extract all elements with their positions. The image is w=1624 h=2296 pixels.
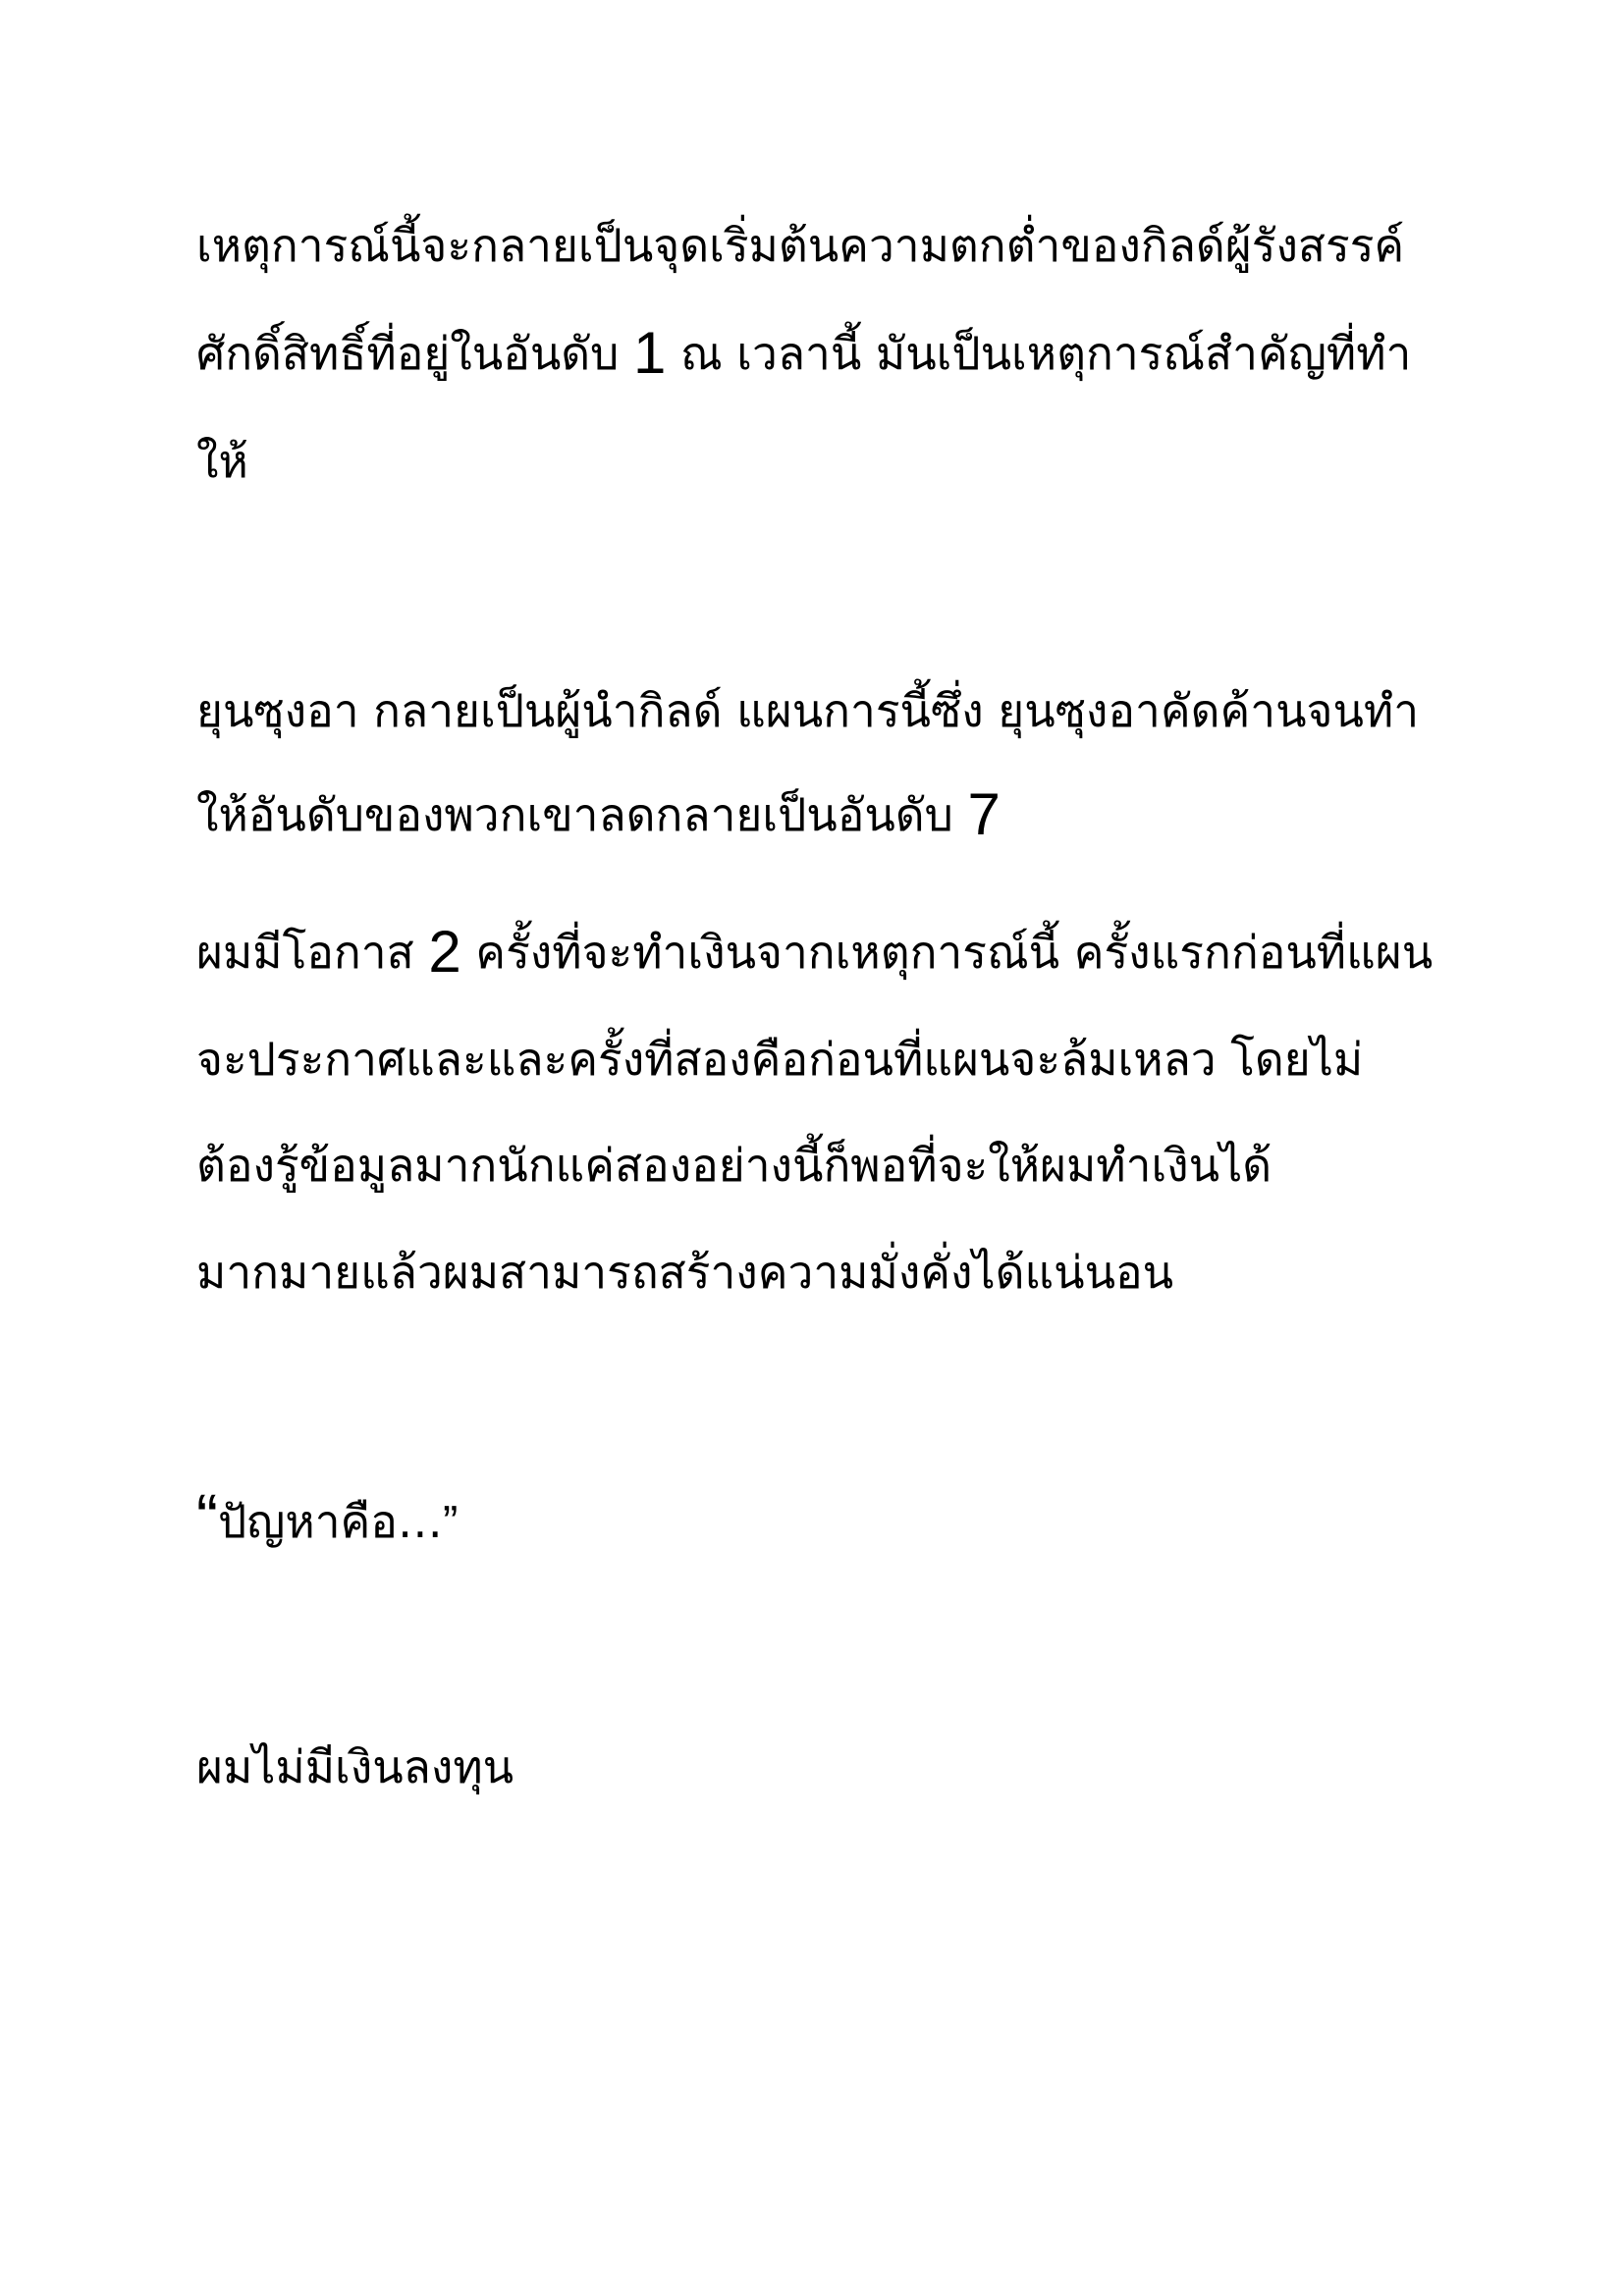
paragraph-2-line-2 xyxy=(196,781,1001,847)
paragraph-3-line-1 xyxy=(196,919,1434,985)
text: ผมไม่มีเงินลงทุน xyxy=(196,1740,514,1793)
text: มากมายแล้วผมสามารถสร้างความมั่งคั่งได้แน่นอน xyxy=(196,1246,1174,1299)
paragraph-3-line-4 xyxy=(196,1243,1173,1302)
quote-text: ปัญหาคือ… xyxy=(217,1495,443,1548)
text: จะประกาศและและครั้งที่สองคือก่อนที่แผนจะล้มเหลว โดยไม่ xyxy=(196,1033,1364,1086)
text: ศักดิ์สิทธิ์ที่อยู่ในอันดับ xyxy=(196,327,633,380)
text: ต้องรู้ข้อมูลมากนักแค่สองอย่างนี้ก็พอที่จะให้ผมทำเงินได้ xyxy=(196,1139,1272,1192)
paragraph-3-line-3 xyxy=(196,1136,1272,1195)
text: ให้อันดับของพวกเขาลดกลายเป็นอันดับ xyxy=(196,788,968,841)
paragraph-2-line-1 xyxy=(196,681,1419,740)
open-quote-mark: “ xyxy=(196,1480,218,1553)
count-number: 2 xyxy=(428,919,461,985)
text: ให้ xyxy=(196,435,248,488)
quote-line xyxy=(196,1480,459,1553)
rank-number: 1 xyxy=(632,320,667,386)
text: ยุนซุงอา กลายเป็นผู้นำกิลด์ แผนการนี้ซึ่ง ยุนซุงอาคัดค้านจนทำ xyxy=(196,684,1420,737)
text: ครั้งที่จะทำเงินจากเหตุการณ์นี้ ครั้งแรกก่อนที่แผน xyxy=(460,926,1434,979)
paragraph-1-line-3 xyxy=(196,432,248,491)
paragraph-3-line-2 xyxy=(196,1030,1363,1089)
final-line xyxy=(196,1737,514,1796)
rank-number: 7 xyxy=(967,781,1001,847)
text: ณ เวลานี้ มันเป็นเหตุการณ์สำคัญที่ทำ xyxy=(666,327,1412,380)
close-quote-mark: ” xyxy=(442,1496,459,1547)
paragraph-1-line-1 xyxy=(196,216,1404,275)
text: เหตุการณ์นี้จะกลายเป็นจุดเริ่มต้นความตกต่ำของกิลด์ผู้รังสรรค์ xyxy=(196,219,1405,272)
text: ผมมีโอกาส xyxy=(196,926,429,979)
paragraph-1-line-2 xyxy=(196,320,1412,386)
